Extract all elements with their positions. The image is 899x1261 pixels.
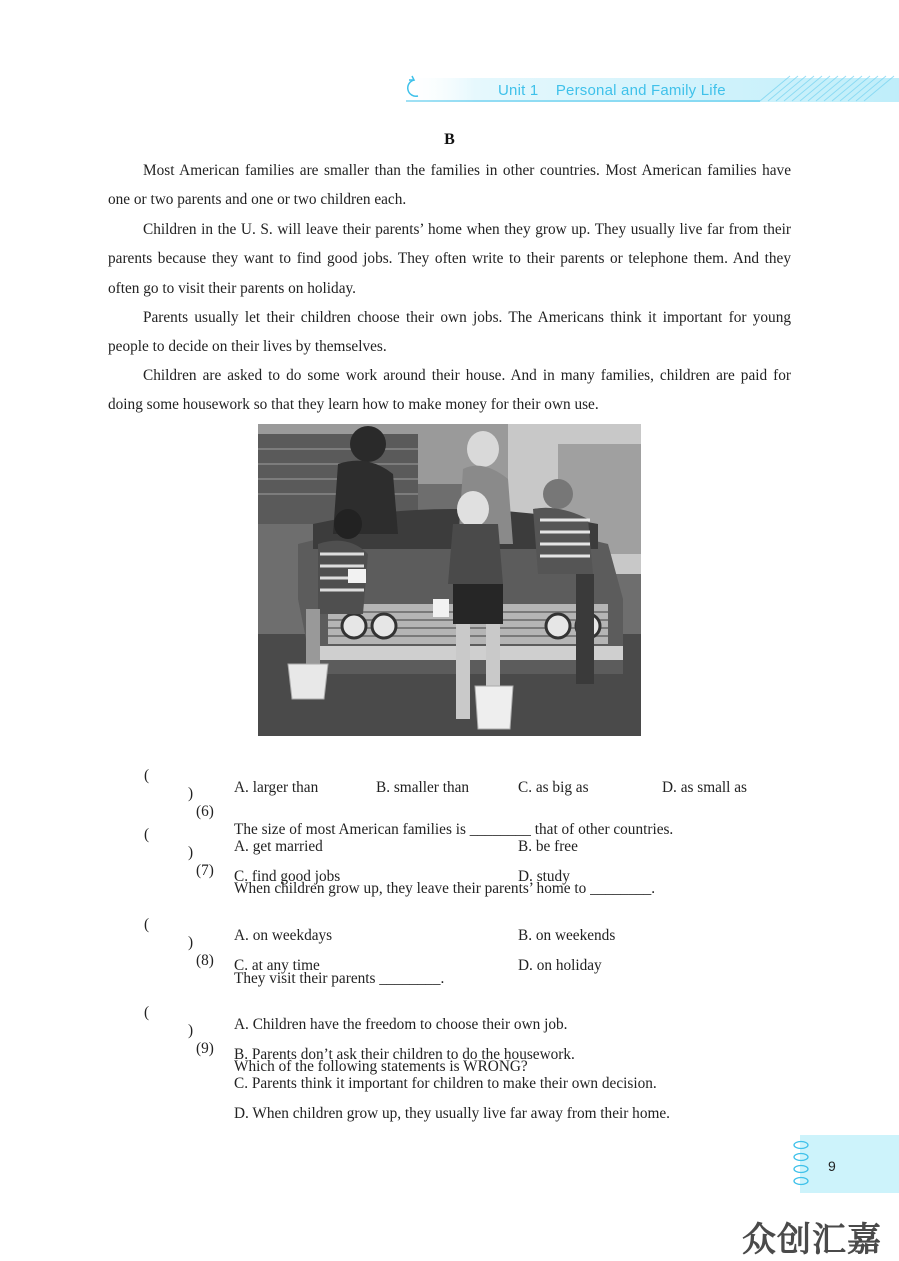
paragraph-1: Most American families are smaller than the families in other countries. Most American families have one or two parents and one or two children each. (108, 162, 791, 209)
spiral-binding-icon (790, 1138, 812, 1188)
unit-title: Unit 1 Personal and Family Life (498, 82, 726, 99)
page-tab (800, 1135, 899, 1193)
answer-paren-open: ( (144, 1004, 150, 1021)
option-6c: C. as big as (518, 779, 589, 796)
option-9d: D. When children grow up, they usually live far away from their home. (234, 1105, 670, 1122)
option-6d: D. as small as (662, 779, 747, 796)
option-8c: C. at any time (234, 957, 320, 974)
watermark: 众创汇嘉 (742, 1220, 882, 1260)
answer-paren-close: ) (188, 1022, 194, 1039)
answer-paren-open: ( (144, 916, 150, 933)
question-number: (9) (196, 1040, 214, 1057)
answer-paren-open: ( (144, 767, 150, 784)
paragraph-2: Children in the U. S. will leave their parents’ home when they grow up. They usually live far from their parents because they want to find good jobs. They often write to their parents or telephone them. And they often go to visit their parents on holiday. (108, 221, 791, 297)
option-7c: C. find good jobs (234, 868, 341, 885)
option-8b: B. on weekends (518, 927, 616, 944)
question-number: (7) (196, 862, 214, 879)
section-letter: B (444, 131, 455, 148)
question-number: (6) (196, 803, 214, 820)
question-text: Which of the following statements is WRONG? (234, 1058, 528, 1075)
answer-paren-open: ( (144, 826, 150, 843)
option-6a: A. larger than (234, 779, 319, 796)
question-text: When children grow up, they leave their parents’ home to ________. (234, 880, 656, 897)
option-6b: B. smaller than (376, 779, 470, 796)
option-9b: B. Parents don’t ask their children to do the housework. (234, 1046, 575, 1063)
option-7a: A. get married (234, 838, 323, 855)
page-number: 9 (828, 1158, 836, 1174)
paragraph-3: Parents usually let their children choose their own jobs. The Americans think it important for young people to decide on their lives by themselves. (108, 309, 791, 356)
car-washing-photo (258, 424, 641, 736)
answer-paren-close: ) (188, 934, 194, 951)
option-8d: D. on holiday (518, 957, 602, 974)
answer-paren-close: ) (188, 844, 194, 861)
option-9c: C. Parents think it important for children to make their own decision. (234, 1075, 657, 1092)
answer-paren-close: ) (188, 785, 194, 802)
option-7b: B. be free (518, 838, 578, 855)
paragraph-4: Children are asked to do some work around their house. And in many families, children are paid for doing some housework so that they learn how to make money for their own use. (108, 367, 791, 414)
question-text: They visit their parents ________. (234, 970, 445, 987)
option-8a: A. on weekdays (234, 927, 333, 944)
question-number: (8) (196, 952, 214, 969)
option-9a: A. Children have the freedom to choose their own job. (234, 1016, 568, 1033)
question-text: The size of most American families is ________ that of other countries. (234, 821, 674, 838)
option-7d: D. study (518, 868, 570, 885)
